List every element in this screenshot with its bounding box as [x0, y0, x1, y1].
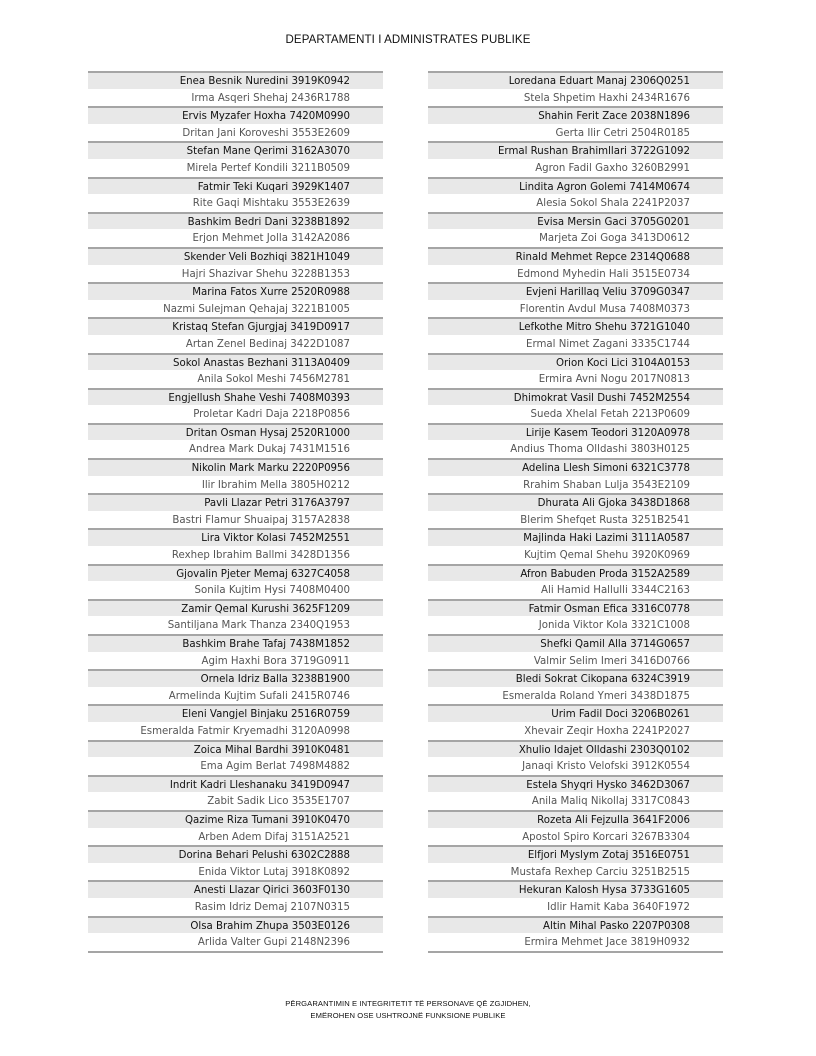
right-list-row: Altin Mihal Pasko 2207P0308 [428, 916, 723, 934]
left-list-row: Marina Fatos Xurre 2520R0988 [88, 282, 383, 300]
right-list-row: Bledi Sokrat Cikopana 6324C3919 [428, 669, 723, 687]
left-list-row: Dorina Behari Pelushi 6302C2888 [88, 845, 383, 863]
right-list-row: Idlir Hamit Kaba 3640F1972 [428, 898, 723, 916]
right-list-row: Andius Thoma Olldashi 3803H0125 [428, 440, 723, 458]
left-list-row: Qazime Riza Tumani 3910K0470 [88, 810, 383, 828]
left-list-row: Erjon Mehmet Jolla 3142A2086 [88, 229, 383, 247]
left-list-row: Engjellush Shahe Veshi 7408M0393 [88, 388, 383, 406]
right-list-row: Ermal Nimet Zagani 3335C1744 [428, 335, 723, 353]
right-list-row: Janaqi Kristo Velofski 3912K0554 [428, 757, 723, 775]
left-list-row: Dritan Osman Hysaj 2520R1000 [88, 423, 383, 441]
left-list-row: Arlida Valter Gupi 2148N2396 [88, 933, 383, 951]
left-list-row: Ilir Ibrahim Mella 3805H0212 [88, 476, 383, 494]
left-list-row: Pavli Llazar Petri 3176A3797 [88, 493, 383, 511]
left-list-row: Rite Gaqi Mishtaku 3553E2639 [88, 194, 383, 212]
right-list-row: Ermira Mehmet Jace 3819H0932 [428, 933, 723, 951]
left-list-row: Anesti Llazar Qirici 3603F0130 [88, 880, 383, 898]
left-list-row: Andrea Mark Dukaj 7431M1516 [88, 440, 383, 458]
left-list-row: Zoica Mihal Bardhi 3910K0481 [88, 740, 383, 758]
right-list-row: Rrahim Shaban Lulja 3543E2109 [428, 476, 723, 494]
left-list-row: Eleni Vangjel Binjaku 2516R0759 [88, 704, 383, 722]
left-list-row: Santiljana Mark Thanza 2340Q1953 [88, 616, 383, 634]
right-list-row: Dhimokrat Vasil Dushi 7452M2554 [428, 388, 723, 406]
left-list-row: Hajri Shazivar Shehu 3228B1353 [88, 265, 383, 283]
right-list-row: Kujtim Qemal Shehu 3920K0969 [428, 546, 723, 564]
right-list-row: Shefki Qamil Alla 3714G0657 [428, 634, 723, 652]
right-list-row: Stela Shpetim Haxhi 2434R1676 [428, 89, 723, 107]
right-list-row: Florentin Avdul Musa 7408M0373 [428, 300, 723, 318]
right-list-row: Urim Fadil Doci 3206B0261 [428, 704, 723, 722]
right-list-row: Majlinda Haki Lazimi 3111A0587 [428, 528, 723, 546]
left-list-bottom-rule [88, 951, 383, 953]
left-list-row: Indrit Kadri Lleshanaku 3419D0947 [88, 775, 383, 793]
left-list-row: Irma Asqeri Shehaj 2436R1788 [88, 89, 383, 107]
right-list-row: Ali Hamid Hallulli 3344C2163 [428, 581, 723, 599]
left-list-row: Stefan Mane Qerimi 3162A3070 [88, 141, 383, 159]
left-list-row: Rexhep Ibrahim Ballmi 3428D1356 [88, 546, 383, 564]
right-list-row: Esmeralda Roland Ymeri 3438D1875 [428, 687, 723, 705]
left-name-list [88, 71, 383, 953]
right-list-row: Evisa Mersin Gaci 3705G0201 [428, 212, 723, 230]
page-title: DEPARTAMENTI I ADMINISTRATES PUBLIKE [285, 34, 531, 46]
left-list-row: Zamir Qemal Kurushi 3625F1209 [88, 599, 383, 617]
right-list-row: Afron Babuden Proda 3152A2589 [428, 564, 723, 582]
right-list-row: Valmir Selim Imeri 3416D0766 [428, 652, 723, 670]
left-list-row: Nazmi Sulejman Qehajaj 3221B1005 [88, 300, 383, 318]
left-list-row: Bashkim Bedri Dani 3238B1892 [88, 212, 383, 230]
footer-line-2: EMËROHEN OSE USHTROJNË FUNKSIONE PUBLIKE [310, 1011, 506, 1020]
right-list-row: Dhurata Ali Gjoka 3438D1868 [428, 493, 723, 511]
left-list-row: Esmeralda Fatmir Kryemadhi 3120A0998 [88, 722, 383, 740]
right-list-row: Anila Maliq Nikollaj 3317C0843 [428, 792, 723, 810]
right-list-row: Marjeta Zoi Goga 3413D0612 [428, 229, 723, 247]
right-list-row: Jonida Viktor Kola 3321C1008 [428, 616, 723, 634]
right-list-row: Ermal Rushan Brahimllari 3722G1092 [428, 141, 723, 159]
left-list-row: Enida Viktor Lutaj 3918K0892 [88, 863, 383, 881]
left-list-row: Ornela Idriz Balla 3238B1900 [88, 669, 383, 687]
left-list-row: Kristaq Stefan Gjurgjaj 3419D0917 [88, 317, 383, 335]
right-list-row: Elfjori Myslym Zotaj 3516E0751 [428, 845, 723, 863]
left-list-row: Ema Agim Berlat 7498M4882 [88, 757, 383, 775]
left-list-row: Dritan Jani Koroveshi 3553E2609 [88, 124, 383, 142]
right-list-row: Alesia Sokol Shala 2241P2037 [428, 194, 723, 212]
right-list-row: Evjeni Harillaq Veliu 3709G0347 [428, 282, 723, 300]
left-list-row: Proletar Kadri Daja 2218P0856 [88, 405, 383, 423]
right-list-row: Loredana Eduart Manaj 2306Q0251 [428, 71, 723, 89]
left-list-row: Enea Besnik Nuredini 3919K0942 [88, 71, 383, 89]
footer-line-1: PËRGARANTIMIN E INTEGRITETIT TË PERSONAVE QË ZGJIDHEN, [285, 999, 531, 1008]
left-list-row: Zabit Sadik Lico 3535E1707 [88, 792, 383, 810]
left-list-row: Sonila Kujtim Hysi 7408M0400 [88, 581, 383, 599]
left-list-row: Nikolin Mark Marku 2220P0956 [88, 458, 383, 476]
left-list-row: Lira Viktor Kolasi 7452M2551 [88, 528, 383, 546]
left-list-row: Olsa Brahim Zhupa 3503E0126 [88, 916, 383, 934]
left-list-row: Skender Veli Bozhiqi 3821H1049 [88, 247, 383, 265]
left-list-row: Agim Haxhi Bora 3719G0911 [88, 652, 383, 670]
left-list-row: Rasim Idriz Demaj 2107N0315 [88, 898, 383, 916]
right-list-row: Hekuran Kalosh Hysa 3733G1605 [428, 880, 723, 898]
left-list-row: Gjovalin Pjeter Memaj 6327C4058 [88, 564, 383, 582]
right-list-row: Blerim Shefqet Rusta 3251B2541 [428, 511, 723, 529]
right-list-row: Rinald Mehmet Repce 2314Q0688 [428, 247, 723, 265]
right-list-row: Apostol Spiro Korcari 3267B3304 [428, 828, 723, 846]
left-list-row: Ervis Myzafer Hoxha 7420M0990 [88, 106, 383, 124]
right-list-row: Lefkothe Mitro Shehu 3721G1040 [428, 317, 723, 335]
right-list-bottom-rule [428, 951, 723, 953]
left-list-row: Armelinda Kujtim Sufali 2415R0746 [88, 687, 383, 705]
left-list-row: Bashkim Brahe Tafaj 7438M1852 [88, 634, 383, 652]
right-list-row: Agron Fadil Gaxho 3260B2991 [428, 159, 723, 177]
right-list-row: Mustafa Rexhep Carciu 3251B2515 [428, 863, 723, 881]
left-list-row: Sokol Anastas Bezhani 3113A0409 [88, 353, 383, 371]
left-list-row: Arben Adem Difaj 3151A2521 [88, 828, 383, 846]
right-list-row: Sueda Xhelal Fetah 2213P0609 [428, 405, 723, 423]
right-name-list [428, 71, 723, 953]
right-list-row: Lirije Kasem Teodori 3120A0978 [428, 423, 723, 441]
right-list-row: Estela Shyqri Hysko 3462D3067 [428, 775, 723, 793]
right-list-row: Ermira Avni Nogu 2017N0813 [428, 370, 723, 388]
right-list-row: Gerta Ilir Cetri 2504R0185 [428, 124, 723, 142]
right-list-row: Xhulio Idajet Olldashi 2303Q0102 [428, 740, 723, 758]
right-list-row: Xhevair Zeqir Hoxha 2241P2027 [428, 722, 723, 740]
left-list-row: Anila Sokol Meshi 7456M2781 [88, 370, 383, 388]
right-list-row: Lindita Agron Golemi 7414M0674 [428, 177, 723, 195]
left-list-row: Artan Zenel Bedinaj 3422D1087 [88, 335, 383, 353]
right-list-row: Edmond Myhedin Hali 3515E0734 [428, 265, 723, 283]
left-list-row: Bastri Flamur Shuaipaj 3157A2838 [88, 511, 383, 529]
right-list-row: Rozeta Ali Fejzulla 3641F2006 [428, 810, 723, 828]
right-list-row: Orion Koci Lici 3104A0153 [428, 353, 723, 371]
left-list-row: Fatmir Teki Kuqari 3929K1407 [88, 177, 383, 195]
right-list-row: Shahin Ferit Zace 2038N1896 [428, 106, 723, 124]
left-list-row: Mirela Pertef Kondili 3211B0509 [88, 159, 383, 177]
right-list-row: Adelina Llesh Simoni 6321C3778 [428, 458, 723, 476]
document-footer [0, 998, 816, 1022]
right-list-row: Fatmir Osman Efica 3316C0778 [428, 599, 723, 617]
